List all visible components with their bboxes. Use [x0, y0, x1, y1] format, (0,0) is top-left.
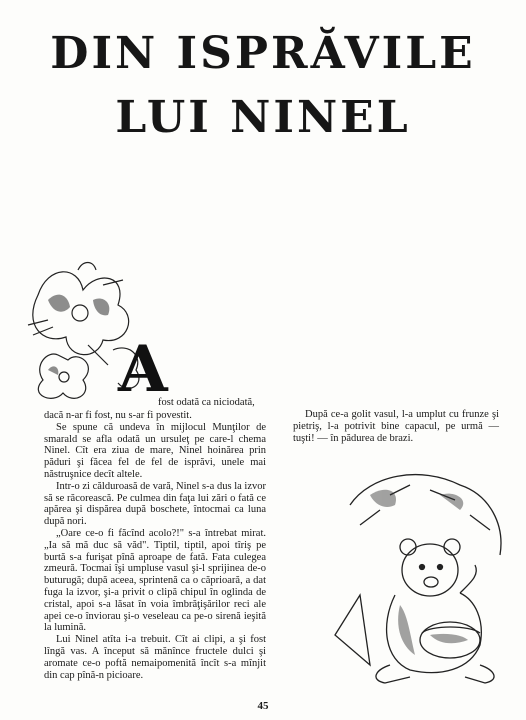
first-line: fost odată ca niciodată,	[158, 397, 255, 408]
title-line-1: DIN ISPRĂVILE	[50, 28, 476, 79]
drop-cap: A	[118, 332, 168, 407]
title-line-2: LUI NINEL	[115, 92, 411, 143]
paragraph: dacă n-ar fi fost, nu s-ar fi povestit.	[44, 410, 192, 421]
paragraph: Lui Ninel atîta i-a trebuit. Cît ai clipi, a şi fost lîngă vas. A început să mănînce fructele dulci şi aromate ce-o poftă nemaipomenită încît s-a mînjit din cap pînă-n picioare.	[44, 634, 266, 681]
paragraph: Intr-o zi călduroasă de vară, Ninel s-a dus la izvor să se răcorească. Pe culmea din faţa lui zări o fată ce apărea şi dispărea după boschete, întocmai ca luna după nori.	[44, 480, 266, 528]
paragraph: După ce-a golit vasul, l-a umplut cu frunze şi pietriş, l-a potrivit bine capacul, pe urmă — tuşti! — în pădurea de brazi.	[293, 409, 499, 444]
paragraph: Se spune că undeva în mijlocul Munţilor de smarald se afla odată un ursuleţ pe care-l chema Ninel. Cît era ziua de mare, Ninel hoinărea prin păduri şi făcea fel de fel de isprăvi, unele mai năstruşnice decît altele.	[44, 421, 266, 480]
page-number: 45	[257, 700, 269, 712]
right-column	[293, 409, 499, 444]
left-column	[44, 410, 266, 681]
bear-illustration	[330, 465, 515, 690]
paragraph: „Oare ce-o fi făcînd acolo?!" s-a întrebat mirat. „Ia să mă duc să văd". Tiptil, tiptil, apoi tîriş pe burtă s-a furişat pînă aproape de fată. Fata culegea zmeură. Tocmai îşi umpluse vasul şi-l sprijinea de-o buturugă; după aceea, sprintenă ca o căprioară, a dat fuga la izvor, şi-a privit o clipă chipul în oglinda de cristal, apoi s-a lăsat în voia îmbrăţişărilor reci ale apei ce-o înviorau şi-o veseleau ca pe-o sirenă ieşită la lumină.	[44, 527, 266, 634]
